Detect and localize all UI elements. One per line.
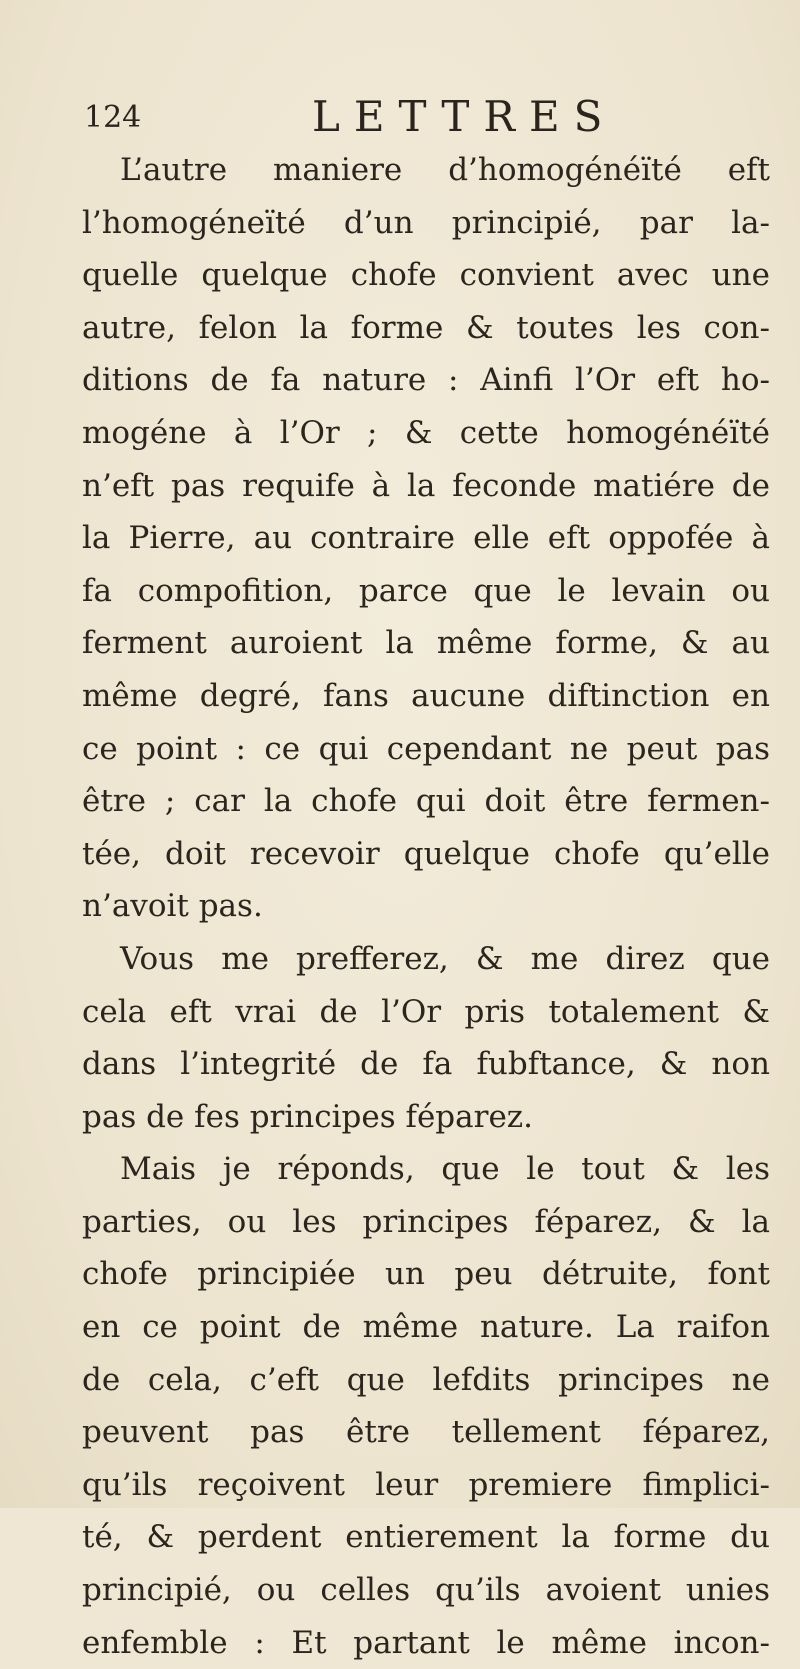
text-line: autre, felon la forme & toutes les con- — [82, 309, 770, 346]
text-line: n’eft pas requife à la feconde matiére de — [82, 467, 770, 504]
text-line: parties, ou les principes féparez, & la — [82, 1203, 770, 1240]
text-line: ce point : ce qui cependant ne peut pas — [82, 730, 770, 767]
text-line: n’avoit pas. — [82, 888, 263, 925]
text-line: quelle quelque chofe convient avec une — [82, 257, 770, 294]
text-line: l’homogéneïté d’un principié, par la- — [82, 204, 770, 241]
text-line: té, & perdent entierement la forme du — [82, 1519, 770, 1556]
paragraph — [82, 1143, 770, 1669]
paragraph — [82, 933, 770, 1143]
text-line: tée, doit recevoir quelque chofe qu’elle — [82, 835, 770, 872]
text-line: qu’ils reçoivent leur premiere fimplici- — [82, 1466, 770, 1503]
text-line: la Pierre, au contraire elle eft oppofée à — [82, 520, 770, 557]
body-text — [82, 144, 770, 1669]
paragraph — [82, 144, 770, 933]
text-line: enfemble : Et partant le même incon- — [82, 1624, 770, 1661]
text-line: de cela, c’eft que lefdits principes ne — [82, 1361, 770, 1398]
page-number: 124 — [84, 100, 142, 135]
text-line: L’autre maniere d’homogénéïté eft — [120, 152, 770, 188]
text-line: Mais je réponds, que le tout & les — [120, 1151, 770, 1188]
text-line: même degré, fans aucune diftinction en — [82, 677, 770, 714]
text-line: ditions de fa nature : Ainfi l’Or eft ho- — [82, 362, 770, 399]
text-line: principié, ou celles qu’ils avoient unies — [82, 1572, 770, 1609]
text-line: Vous me prefferez, & me direz que — [120, 940, 770, 977]
text-line: être ; car la chofe qui doit être fermen- — [82, 783, 770, 820]
text-line: cela eft vrai de l’Or pris totalement & — [82, 993, 770, 1030]
text-line: mogéne à l’Or ; & cette homogénéïté — [82, 414, 770, 451]
text-line: en ce point de même nature. La raifon — [82, 1309, 770, 1346]
text-line: chofe principiée un peu détruite, font — [82, 1256, 770, 1293]
page-header — [84, 92, 744, 142]
text-line: ferment auroient la même forme, & au — [82, 625, 770, 662]
text-line: dans l’integrité de fa fubftance, & non — [82, 1046, 770, 1083]
text-line: pas de fes principes féparez. — [82, 1098, 533, 1135]
text-line: fa compofition, parce que le levain ou — [82, 572, 770, 609]
text-line: peuvent pas être tellement féparez, — [82, 1414, 770, 1451]
running-title: LETTRES — [312, 92, 617, 141]
